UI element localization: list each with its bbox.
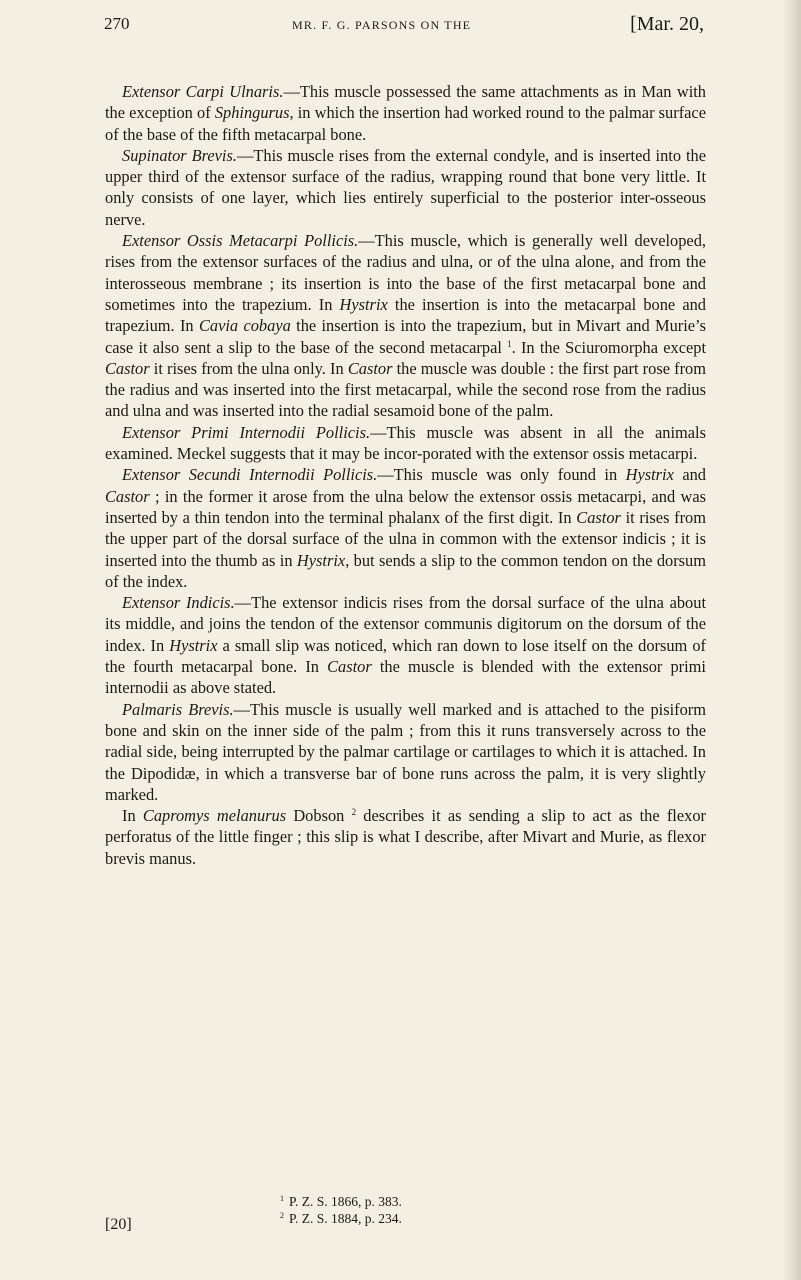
running-head: MR. F. G. PARSONS ON THE xyxy=(292,18,472,32)
footnote-reference: 1 xyxy=(507,338,512,349)
italic-term: Hystrix xyxy=(296,550,346,570)
italic-term: Sphingurus xyxy=(214,103,290,123)
footnote-mark: 1 xyxy=(280,1194,284,1203)
text-run: it rises from the upper part of the dorsal surface of the ulna in common with the extensor indicis ; it is inserted into the thumb as in xyxy=(105,507,706,570)
page-spine-shadow xyxy=(783,0,801,1280)
signature-mark: [20] xyxy=(105,1216,132,1233)
italic-term: Extensor Secundi Internodii Pollicis. xyxy=(122,465,378,485)
text-run: , but sends a slip to the common tendon on the dorsum of the index. xyxy=(105,550,706,591)
paragraph xyxy=(105,592,706,698)
text-run: and xyxy=(673,465,707,485)
text-run: , in which the insertion had worked round to the palmar surface of the base of the fifth metacarpal bone. xyxy=(105,103,706,144)
text-run: In xyxy=(122,806,143,826)
text-run: the insertion is into the metacarpal bone and trapezium. In xyxy=(105,294,706,336)
text-run: —This muscle, which is generally well developed, rises from the extensor surfaces of the radius and ulna, or of the ulna alone, and from the interosseous membrane ; its insertion is into the base of the first metacarpal bone and sometimes into the trapezium. In xyxy=(105,231,706,314)
text-run: the insertion is into the trapezium, but in Mivart and Murie’s case it also sent a slip to the base of the second metacarpal xyxy=(105,316,706,357)
italic-term: Extensor Carpi Ulnaris. xyxy=(122,82,284,101)
text-run: Dobson xyxy=(286,806,352,826)
italic-term: Palmaris Brevis. xyxy=(122,699,234,719)
text-run: . In the Sciuromorpha except xyxy=(511,337,706,357)
paragraph xyxy=(105,464,706,592)
paragraph xyxy=(105,81,706,145)
paragraph xyxy=(105,422,706,465)
text-run: —The extensor indicis rises from the dorsal surface of the ulna about its middle, and joins the tendon of the extensor communis digitorum on the dorsum of the index. In xyxy=(105,593,706,655)
footnote xyxy=(280,1211,600,1228)
italic-term: Hystrix xyxy=(169,635,218,655)
text-run: ; in the former it arose from the ulna below the extensor ossis metacarpi, and was inserted by a thin tendon into the terminal phalanx of the first digit. In xyxy=(105,486,706,527)
text-run: —This muscle was only found in xyxy=(377,465,626,485)
italic-term: Castor xyxy=(576,507,621,527)
text-run: a small slip was noticed, which ran down to lose itself on the dorsum of the fourth metacarpal bone. In xyxy=(105,635,706,677)
body-text xyxy=(105,81,706,869)
footnote xyxy=(280,1194,600,1211)
page-number: 270 xyxy=(104,14,130,33)
footnotes xyxy=(280,1194,600,1227)
header-date: [Mar. 20, xyxy=(630,13,704,35)
footnote-text: P. Z. S. 1866, p. 383. xyxy=(289,1194,402,1209)
italic-term: Supinator Brevis. xyxy=(122,145,237,165)
text-run: —This muscle is usually well marked and is attached to the pisiform bone and skin on the inner side of the palm ; from this it runs transversely across to the radial side, being interrupted by the palmar cartilage or cartilages to which it is attached. In the Dipodidæ, in which a transverse bar of bone runs across the palm, it is very slightly marked. xyxy=(105,699,706,804)
italic-term: Cavia cobaya xyxy=(198,316,291,336)
paragraph xyxy=(105,145,706,230)
footnote-mark: 2 xyxy=(280,1210,284,1220)
footnote-reference: 2 xyxy=(351,807,357,818)
italic-term: Extensor Primi Internodii Pollicis. xyxy=(122,422,371,442)
text-run: the muscle is blended with the extensor primi internodii as above stated. xyxy=(105,657,706,698)
text-run: —This muscle was absent in all the animals examined. Meckel suggests that it may be incor-porated with the extensor ossis metacarpi. xyxy=(105,422,706,464)
text-run: the muscle was double : the first part rose from the radius and was inserted into the first metacarpal, while the second rose from the radius and ulna and was inserted into the radial sesamoid bone of the palm. xyxy=(105,358,706,421)
footnote-text: P. Z. S. 1884, p. 234. xyxy=(289,1210,402,1226)
text-run: —This muscle possessed the same attachments as in Man with the exception of xyxy=(105,82,707,123)
italic-term: Castor xyxy=(327,657,372,677)
italic-term: Castor xyxy=(105,358,150,378)
italic-term: Castor xyxy=(347,358,393,378)
paragraph xyxy=(105,805,706,869)
italic-term: Castor xyxy=(105,486,150,506)
italic-term: Capromys melanurus xyxy=(142,806,287,826)
italic-term: Extensor Indicis. xyxy=(122,593,235,613)
italic-term: Hystrix xyxy=(339,294,388,314)
text-run: describes it as sending a slip to act as the flexor perforatus of the little finger ; this slip is what I describe, after Mivart and Murie, as flexor brevis manus. xyxy=(105,806,706,868)
text-run: —This muscle rises from the external condyle, and is inserted into the upper third of the extensor surface of the radius, wrapping round that bone very little. It only consists of one layer, which lies entirely superficial to the posterior inter-osseous nerve. xyxy=(105,145,706,229)
paragraph xyxy=(105,699,706,805)
running-header xyxy=(104,12,704,38)
text-run: it rises from the ulna only. In xyxy=(149,358,348,378)
italic-term: Hystrix xyxy=(625,465,674,485)
paragraph xyxy=(105,230,706,422)
italic-term: Extensor Ossis Metacarpi Pollicis. xyxy=(122,231,359,251)
